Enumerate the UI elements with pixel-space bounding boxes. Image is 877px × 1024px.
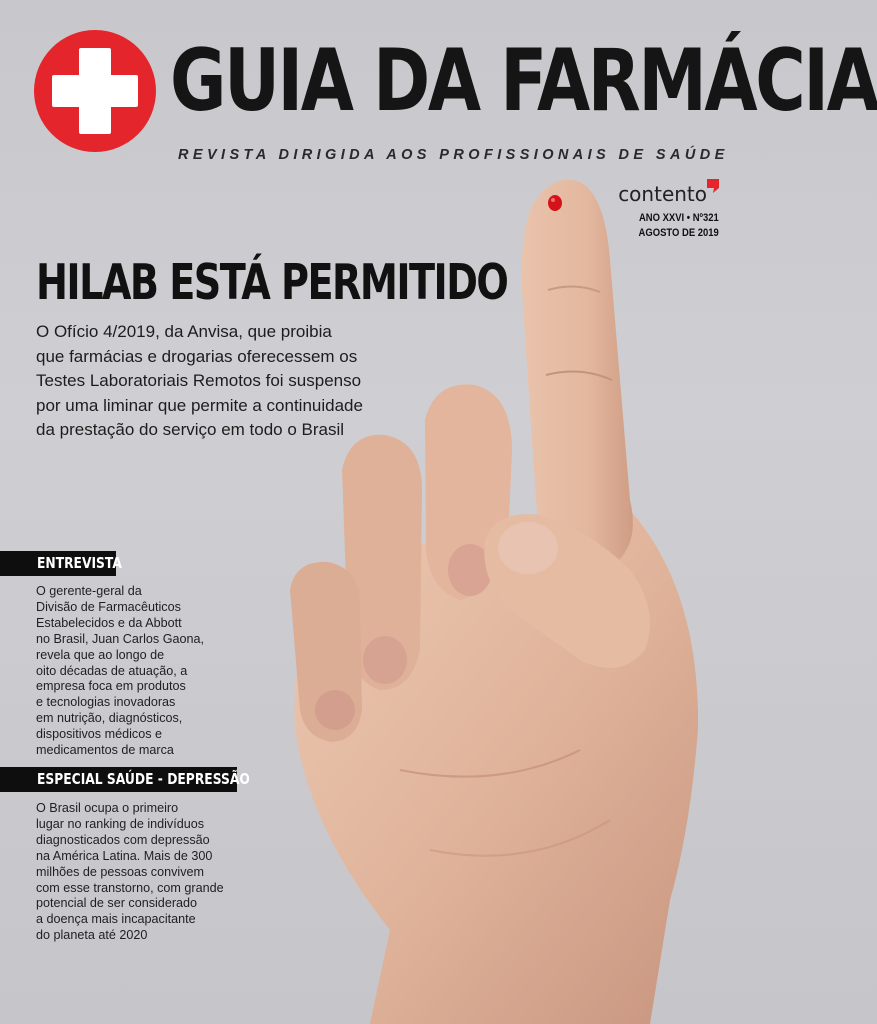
body-line: dispositivos médicos e bbox=[36, 727, 162, 742]
publisher-block bbox=[618, 183, 719, 241]
masthead-subtitle: REVISTA DIRIGIDA AOS PROFISSIONAIS DE SAÚDE bbox=[178, 147, 729, 163]
publisher-brand-label: contento bbox=[618, 182, 707, 206]
section-body-entrevista bbox=[36, 584, 256, 759]
body-line: O gerente-geral da bbox=[36, 584, 142, 598]
body-line: milhões de pessoas convivem bbox=[36, 864, 204, 879]
brand-flag-icon bbox=[707, 179, 719, 193]
cover-deck bbox=[36, 320, 366, 443]
deck-line: O Ofício 4/2019, da Anvisa, que proibia bbox=[36, 322, 332, 341]
body-line: empresa foca em produtos bbox=[36, 679, 186, 694]
issue-date: AGOSTO DE 2019 bbox=[638, 227, 719, 239]
body-line: lugar no ranking de indivíduos bbox=[36, 816, 205, 831]
cover-headline: HILAB ESTÁ PERMITIDO bbox=[36, 254, 508, 311]
deck-line: que farmácias e drogarias oferecessem os bbox=[36, 346, 358, 366]
deck-line: por uma liminar que permite a continuidade bbox=[36, 395, 363, 415]
body-line: O Brasil ocupa o primeiro bbox=[36, 801, 179, 815]
deck-line: Testes Laboratoriais Remotos foi suspenso bbox=[36, 371, 362, 390]
issue-number: ANO XXVI • Nº321 bbox=[639, 212, 719, 224]
body-line: com esse transtorno, com grande bbox=[36, 880, 224, 895]
body-line: Divisão de Farmacêuticos bbox=[36, 599, 181, 614]
body-line: revela que ao longo de bbox=[36, 647, 165, 662]
body-line: medicamentos de marca bbox=[36, 743, 174, 758]
publisher-brand bbox=[618, 183, 719, 205]
body-line: diagnosticados com depressão bbox=[36, 832, 210, 847]
section-tag-especial bbox=[0, 767, 250, 792]
section-tag-label: ENTREVISTA bbox=[37, 554, 122, 572]
body-line: no Brasil, Juan Carlos Gaona, bbox=[36, 631, 205, 646]
section-tag-label: ESPECIAL SAÚDE - DEPRESSÃO bbox=[37, 770, 250, 788]
deck-line: da prestação do serviço em todo o Brasil bbox=[36, 420, 345, 439]
body-line: e tecnologias inovadoras bbox=[36, 695, 176, 710]
body-line: na América Latina. Mais de 300 bbox=[36, 848, 213, 863]
red-cross-icon bbox=[34, 30, 156, 152]
section-tag-entrevista bbox=[0, 551, 122, 576]
body-line: oito décadas de atuação, a bbox=[36, 663, 188, 678]
body-line: do planeta até 2020 bbox=[36, 928, 148, 943]
masthead-title: GUIA DA FARMÁCIA bbox=[170, 31, 877, 131]
body-line: a doença mais incapacitante bbox=[36, 912, 196, 927]
body-line: em nutrição, diagnósticos, bbox=[36, 711, 183, 726]
section-body-especial bbox=[36, 801, 266, 944]
body-line: Estabelecidos e da Abbott bbox=[36, 615, 182, 630]
body-line: potencial de ser considerado bbox=[36, 896, 198, 911]
